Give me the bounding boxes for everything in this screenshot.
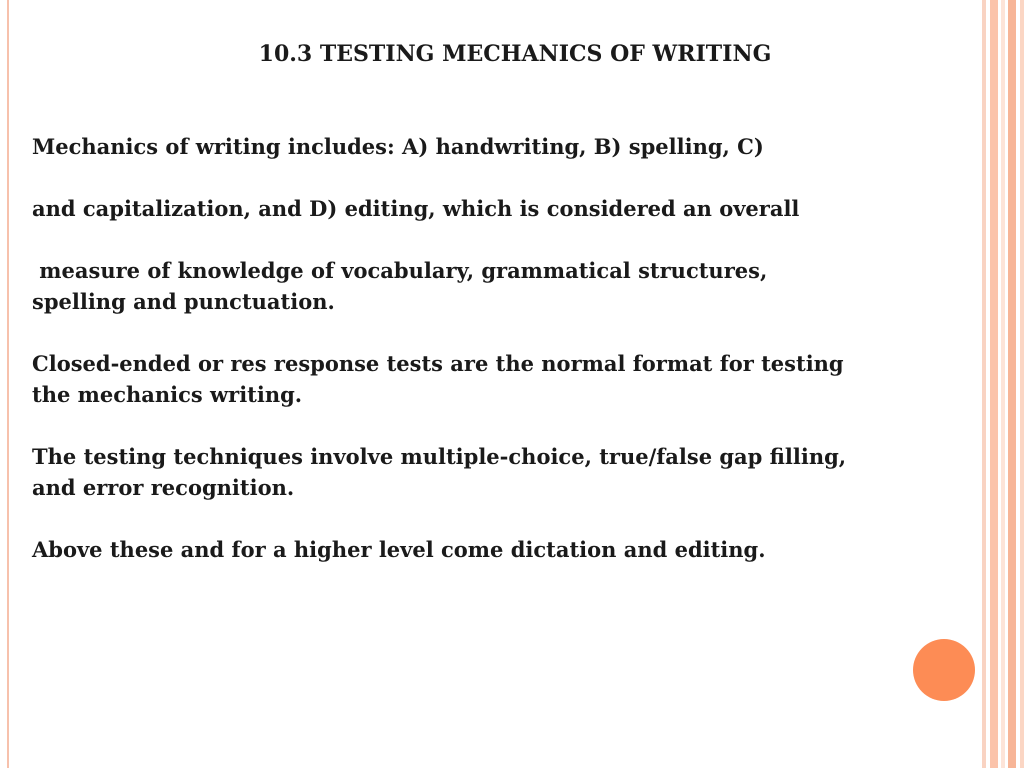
left-border [0, 0, 10, 768]
paragraph-4 [32, 348, 962, 410]
slide-body [32, 131, 962, 565]
stripe-1 [982, 0, 986, 768]
paragraph-1 [32, 131, 962, 162]
paragraph-2 [32, 193, 962, 224]
paragraph-line: The testing techniques involve multiple-choice, true/false gap filling, [32, 444, 847, 469]
orange-circle-decoration [913, 639, 975, 701]
stripe-5 [1020, 0, 1024, 768]
paragraph-line: the mechanics writing. [32, 382, 303, 407]
paragraph-6 [32, 534, 962, 565]
paragraph-3 [32, 255, 962, 317]
stripe-3 [1001, 0, 1005, 768]
paragraph-line: Mechanics of writing includes: A) handwriting, B) spelling, C) [32, 134, 764, 159]
stripe-4 [1008, 0, 1016, 768]
paragraph-line: measure of knowledge of vocabulary, grammatical structures, [32, 258, 768, 283]
right-decorative-stripes [980, 0, 1024, 768]
paragraph-line: spelling and punctuation. [32, 289, 335, 314]
paragraph-line: Above these and for a higher level come dictation and editing. [32, 537, 766, 562]
paragraph-line: Closed-ended or res response tests are the normal format for testing [32, 351, 844, 376]
slide-title: 10.3 TESTING MECHANICS OF WRITING [258, 41, 772, 67]
paragraph-line: and capitalization, and D) editing, which is considered an overall [32, 196, 800, 221]
left-border-line [7, 0, 9, 768]
paragraph-5 [32, 441, 962, 503]
paragraph-line: and error recognition. [32, 475, 295, 500]
stripe-2 [990, 0, 998, 768]
